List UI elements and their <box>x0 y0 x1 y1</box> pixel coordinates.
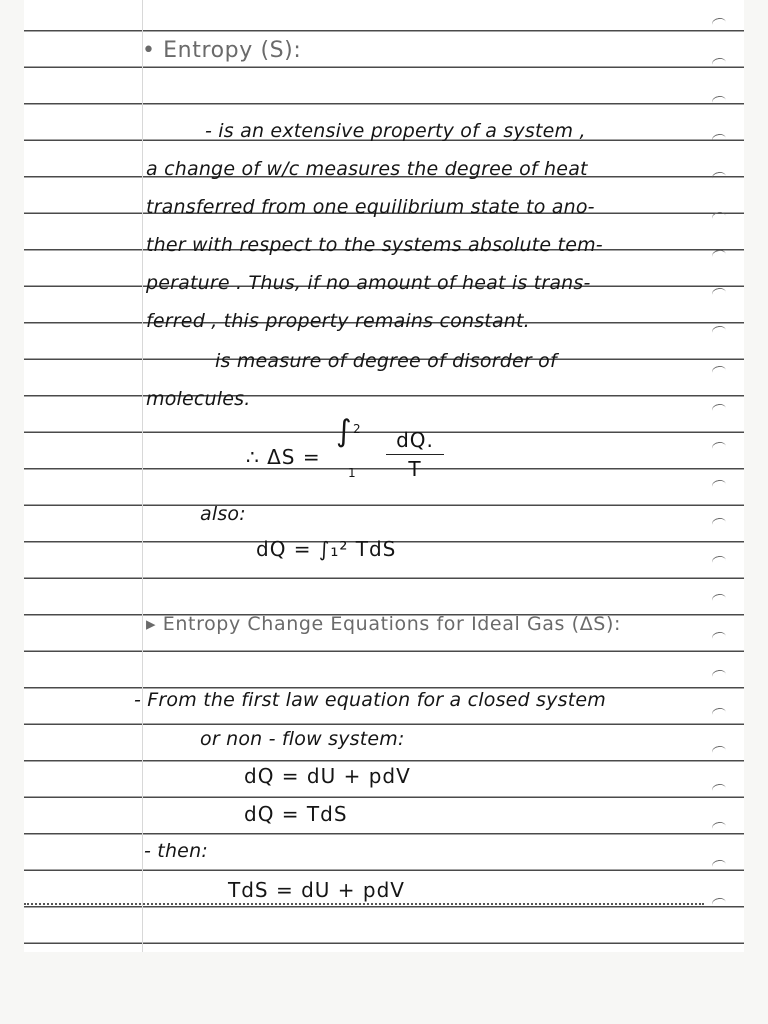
eq-tds: dQ = TdS <box>244 802 348 826</box>
then-label: - then: <box>144 840 208 862</box>
integral-lower-limit: 1 <box>348 466 356 480</box>
first-law-line-1: - From the first law equation for a closed system <box>134 689 606 711</box>
integral-sign: ∫ <box>336 414 352 449</box>
definition-line-1: - is an extensive property of a system , <box>205 120 586 142</box>
also-label: also: <box>200 503 246 525</box>
subheading-ideal-gas: ▸ Entropy Change Equations for Ideal Gas (ΔS): <box>146 613 621 635</box>
eq-entropy-integral <box>336 414 376 484</box>
integral-upper-limit: 2 <box>353 422 361 436</box>
definition-line-8: molecules. <box>146 388 251 410</box>
fraction-denominator: T <box>408 457 422 481</box>
notebook-page <box>24 0 744 952</box>
eq-entropy-prefix: ∴ ΔS = <box>246 445 321 469</box>
eq-result: TdS = dU + pdV <box>228 878 405 902</box>
fraction-bar <box>386 454 444 455</box>
eq-first-law: dQ = dU + pdV <box>244 764 411 788</box>
fraction-numerator: dQ. <box>396 428 434 452</box>
eq-entropy-fraction <box>386 428 444 481</box>
definition-line-3: transferred from one equilibrium state to ano- <box>146 196 595 218</box>
definition-line-2: a change of w/c measures the degree of heat <box>146 158 588 180</box>
heading-entropy: • Entropy (S): <box>142 38 302 63</box>
spiral-holes <box>712 0 742 952</box>
first-law-line-2: or non - flow system: <box>200 728 405 750</box>
margin-line <box>142 0 143 952</box>
definition-line-5: perature . Thus, if no amount of heat is trans- <box>146 272 591 294</box>
definition-line-7: is measure of degree of disorder of <box>215 350 557 372</box>
eq-dq-integral: dQ = ∫₁² TdS <box>256 537 397 561</box>
page-edge <box>24 903 704 905</box>
definition-line-4: ther with respect to the systems absolute tem- <box>146 234 603 256</box>
definition-line-6: ferred , this property remains constant. <box>146 310 530 332</box>
